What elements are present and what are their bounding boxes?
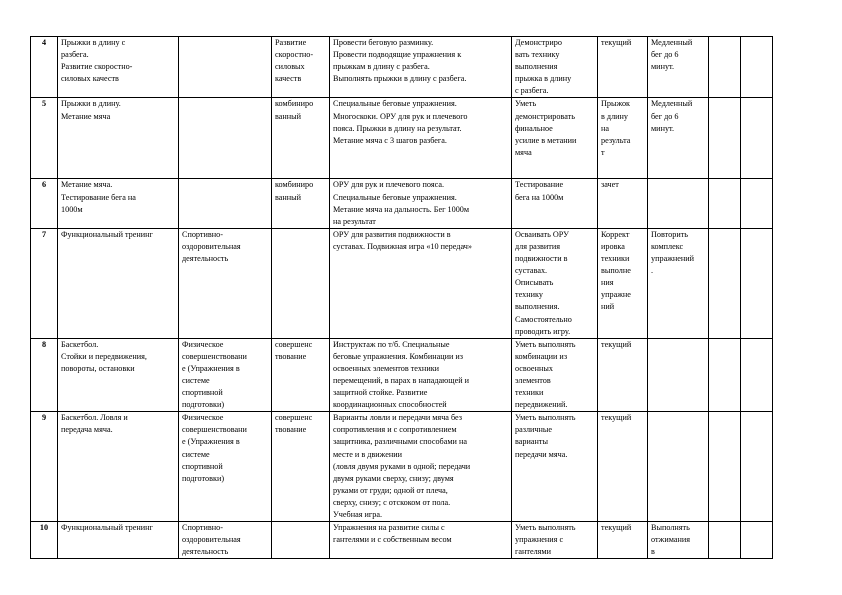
lesson-topic: Функциональный тренинг	[58, 522, 179, 559]
lesson-number: 6	[31, 179, 58, 228]
homework: Повторить комплекс упражнений .	[648, 228, 709, 338]
date-fact	[741, 98, 773, 179]
date-fact	[741, 522, 773, 559]
lesson-content: ОРУ для развития подвижности в суставах. Подвижная игра «10 передач»	[330, 228, 512, 338]
lesson-topic: Метание мяча. Тестирование бега на 1000м	[58, 179, 179, 228]
control-type: текущий	[598, 522, 648, 559]
lesson-number: 4	[31, 37, 58, 98]
control-type: Коррект ировка техники выполне ния упражне ний	[598, 228, 648, 338]
activity-type: Физическое совершенствовани е (Упражнения в системе спортивной подготовки)	[179, 412, 272, 522]
control-type: зачет	[598, 179, 648, 228]
lesson-content: Специальные беговые упражнения. Многоскоки. ОРУ для рук и плечевого пояса. Прыжки в длину на результат. Метание мяча с 3 шагов разбега.	[330, 98, 512, 179]
requirements: Уметь выполнять упражнения с гантелями	[512, 522, 598, 559]
date-plan	[709, 98, 741, 179]
date-fact	[741, 412, 773, 522]
lesson-content: Провести беговую разминку. Провести подводящие упражнения к прыжкам в длину с разбега. Выполнять прыжки в длину с разбега.	[330, 37, 512, 98]
date-fact	[741, 228, 773, 338]
homework	[648, 412, 709, 522]
lesson-type	[272, 228, 330, 338]
homework	[648, 179, 709, 228]
lesson-topic: Прыжки в длину. Метание мяча	[58, 98, 179, 179]
lesson-content: ОРУ для рук и плечевого пояса. Специальные беговые упражнения. Метание мяча на дальность. Бег 1000м на результат	[330, 179, 512, 228]
date-plan	[709, 412, 741, 522]
table-row	[31, 98, 773, 179]
table-row	[31, 412, 773, 522]
date-plan	[709, 228, 741, 338]
lesson-content: Инструктаж по т/б. Специальные беговые упражнения. Комбинации из освоенных элементов техники перемещений, в парах в нападающей и защитной стойке. Развитие координационных способностей	[330, 338, 512, 412]
lesson-number: 7	[31, 228, 58, 338]
lesson-number: 10	[31, 522, 58, 559]
lesson-number: 8	[31, 338, 58, 412]
date-fact	[741, 338, 773, 412]
requirements: Уметь демонстрировать финальное усилие в метании мяча	[512, 98, 598, 179]
activity-type	[179, 179, 272, 228]
table-row	[31, 179, 773, 228]
lesson-topic: Функциональный тренинг	[58, 228, 179, 338]
table-row	[31, 37, 773, 98]
date-plan	[709, 179, 741, 228]
lesson-type: Развитие скоростно- силовых качеств	[272, 37, 330, 98]
control-type: текущий	[598, 338, 648, 412]
lesson-topic: Баскетбол. Ловля и передача мяча.	[58, 412, 179, 522]
activity-type: Физическое совершенствовани е (Упражнения в системе спортивной подготовки)	[179, 338, 272, 412]
control-type: текущий	[598, 37, 648, 98]
lesson-number: 9	[31, 412, 58, 522]
lesson-topic: Прыжки в длину с разбега. Развитие скоростно- силовых качеств	[58, 37, 179, 98]
table-row	[31, 228, 773, 338]
homework	[648, 338, 709, 412]
requirements: Демонстриро вать технику выполнения прыжка в длину с разбега.	[512, 37, 598, 98]
activity-type	[179, 98, 272, 179]
lesson-type: совершенс твование	[272, 412, 330, 522]
control-type: Прыжок в длину на результа т	[598, 98, 648, 179]
lesson-type	[272, 522, 330, 559]
requirements: Уметь выполнять комбинации из освоенных элементов техники передвижений.	[512, 338, 598, 412]
control-type: текущий	[598, 412, 648, 522]
lesson-type: совершенс твование	[272, 338, 330, 412]
table-body	[31, 37, 773, 559]
date-plan	[709, 522, 741, 559]
lesson-type: комбиниро ванный	[272, 179, 330, 228]
table-row	[31, 338, 773, 412]
activity-type	[179, 37, 272, 98]
requirements: Уметь выполнять различные варианты передачи мяча.	[512, 412, 598, 522]
activity-type: Спортивно- оздоровительная деятельность	[179, 228, 272, 338]
homework: Медленный бег до 6 минут.	[648, 98, 709, 179]
lesson-type: комбиниро ванный	[272, 98, 330, 179]
table-row	[31, 522, 773, 559]
lesson-plan-table	[30, 36, 773, 559]
requirements: Осваивать ОРУ для развития подвижности в суставах. Описывать технику выполнения. Самостоятельно проводить игру.	[512, 228, 598, 338]
lesson-content: Варианты ловли и передачи мяча без сопротивления и с сопротивлением защитника, различными способами на месте и в движении (ловля двумя руками в одной; передачи двумя руками сверху, снизу; двумя руками от груди; одной от плеча, сверху, снизу; с отскоком от пола. Учебная игра.	[330, 412, 512, 522]
lesson-topic: Баскетбол. Стойки и передвижения, повороты, остановки	[58, 338, 179, 412]
homework: Выполнять отжимания в	[648, 522, 709, 559]
lesson-content: Упражнения на развитие силы с гантелями и с собственным весом	[330, 522, 512, 559]
date-plan	[709, 338, 741, 412]
activity-type: Спортивно- оздоровительная деятельность	[179, 522, 272, 559]
requirements: Тестирование бега на 1000м	[512, 179, 598, 228]
lesson-plan-page	[30, 36, 772, 559]
date-fact	[741, 179, 773, 228]
homework: Медленный бег до 6 минут.	[648, 37, 709, 98]
date-plan	[709, 37, 741, 98]
date-fact	[741, 37, 773, 98]
lesson-number: 5	[31, 98, 58, 179]
